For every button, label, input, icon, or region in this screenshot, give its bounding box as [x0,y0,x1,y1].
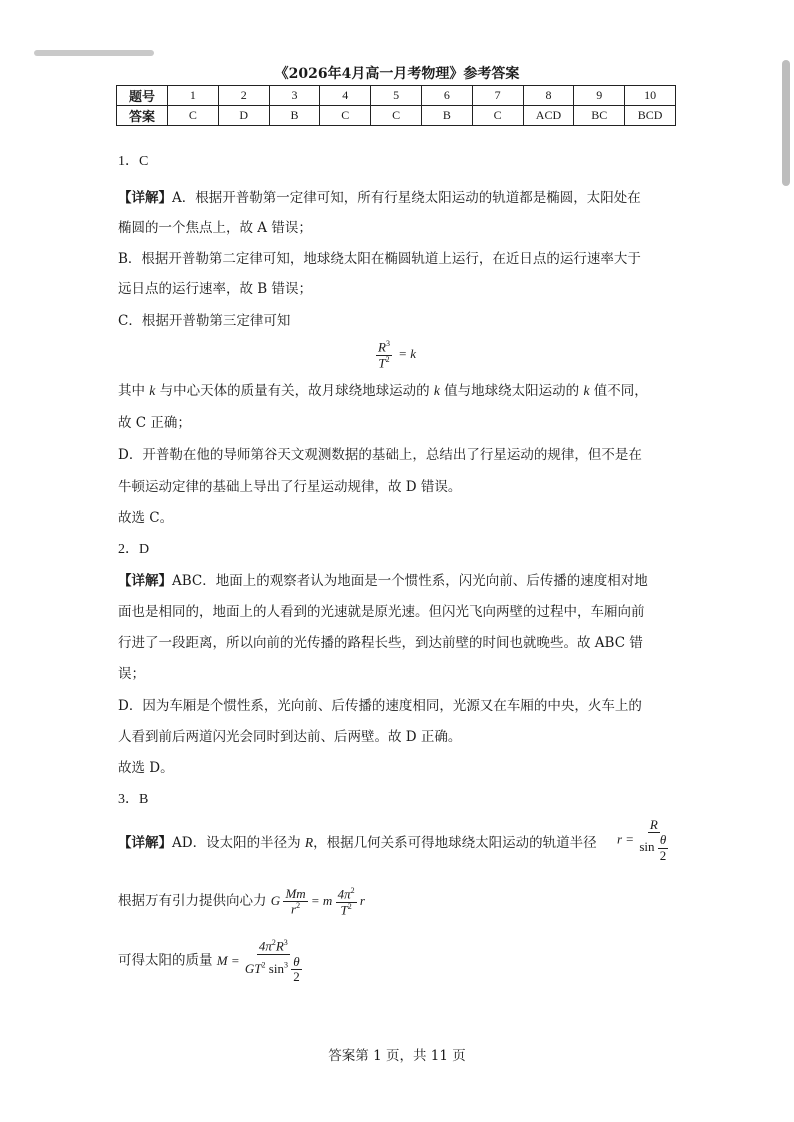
q2-number: 2．D [118,542,150,557]
answer-cell: B [269,106,320,126]
page-title: 《2026年4月高一月考物理》参考答案 [274,66,520,82]
question-number-cell: 6 [421,86,472,106]
q3-detail-line1: 【详解】AD．设太阳的半径为 R，根据几何关系可得地球绕太阳运动的轨道半径 [118,835,597,851]
q3-number: 3．B [118,792,149,807]
top-tab-indicator [34,50,154,56]
detail-tag: 【详解】 [118,835,172,851]
q3-detail-line2: 根据万有引力提供向心力 G $\frac{Mm}{r^2}$ = m $\frac{4\pi^2}{T^2}$ r [118,886,365,917]
table-row [117,106,676,126]
q1-detail-d-line1: D．开普勒在他的导师第谷天文观测数据的基础上，总结出了行星运动的规律，但不是在 [118,447,642,463]
answer-cell: D [218,106,269,126]
answer-cell: BC [574,106,625,126]
q1-detail-a-line1 [118,188,641,208]
q1-detail-c-line1: C．根据开普勒第三定律可知 [118,313,291,329]
table-row [117,86,676,106]
text: A．根据开普勒第一定律可知，所有行星绕太阳运动的轨道都是椭圆，太阳处在 [172,190,641,206]
answer-cell: C [168,106,219,126]
question-number-cell: 4 [320,86,371,106]
question-number-cell: 1 [168,86,219,106]
question-number-cell: 2 [218,86,269,106]
page-footer: 答案第 1 页，共 11 页 [328,1048,466,1064]
row-label-answer: 答案 [117,106,168,126]
question-number-cell: 10 [625,86,676,106]
fraction: R sin $\frac{\theta}{2}$ [639,817,667,863]
answer-cell: C [472,106,523,126]
answer-cell: C [320,106,371,126]
question-number-cell: 8 [523,86,574,106]
q2-detail-line4: 误； [118,666,145,682]
question-number-cell: 9 [574,86,625,106]
question-number-cell: 3 [269,86,320,106]
q3-detail-line3: 可得太阳的质量 M = $4\pi^2R^3$ $GT^2$ $\sin^3$ $\frac{\theta}{2}$ [118,938,300,984]
detail-tag: 【详解】 [118,573,172,589]
question-number-cell: 7 [472,86,523,106]
answer-table [116,85,676,126]
q2-detail-d-line1: D．因为车厢是个惯性系，光向前、后传播的速度相同，光源又在车厢的中央，火车上的 [118,698,642,714]
detail-tag: 【详解】 [118,190,172,206]
answer-cell: C [371,106,422,126]
q2-detail-line2: 面也是相同的，地面上的人看到的光速就是原光速。但闪光飞向两壁的过程中，车厢向前 [118,604,645,620]
q2-detail-line3: 行进了一段距离，所以向前的光传播的路程长些，到达前壁的时间也就晚些。故 ABC 错 [118,635,643,651]
q2-conclusion: 故选 D。 [118,760,174,776]
row-label-number: 题号 [117,86,168,106]
q1-detail-d-line2: 牛顿运动定律的基础上导出了行星运动规律，故 D 错误。 [118,479,462,495]
answer-cell: ACD [523,106,574,126]
answer-cell: BCD [625,106,676,126]
orbit-radius-formula: r = R sin $\frac{\theta}{2}$ [617,818,670,863]
kepler-third-law-formula: $\frac{R^3}{T^2}$ = k [378,339,416,370]
answer-cell: B [421,106,472,126]
scrollbar[interactable] [782,60,790,1100]
q1-detail-b-line2: 远日点的运行速率，故 B 错误； [118,281,313,297]
q2-detail-line1: 【详解】ABC．地面上的观察者认为地面是一个惯性系，闪光向前、后传播的速度相对地 [118,573,648,589]
fraction: $\frac{R^3}{T^2}$ [378,339,390,370]
q1-detail-c-line3: 故 C 正确； [118,415,191,431]
q1-detail-c-line2: 其中 k 与中心天体的质量有关，故月球绕地球运动的 k 值与地球绕太阳运动的 k 值不同， [118,383,648,399]
q2-detail-d-line2: 人看到前后两道闪光会同时到达前、后两壁。故 D 正确。 [118,729,462,745]
q1-detail-b-line1: B．根据开普勒第二定律可知，地球绕太阳在椭圆轨道上运行，在近日点的运行速率大于 [118,251,641,267]
q1-conclusion: 故选 C。 [118,510,174,526]
q1-detail-a-line2: 椭圆的一个焦点上，故 A 错误； [118,220,312,236]
q1-number: 1．C [118,154,149,169]
question-number-cell: 5 [371,86,422,106]
